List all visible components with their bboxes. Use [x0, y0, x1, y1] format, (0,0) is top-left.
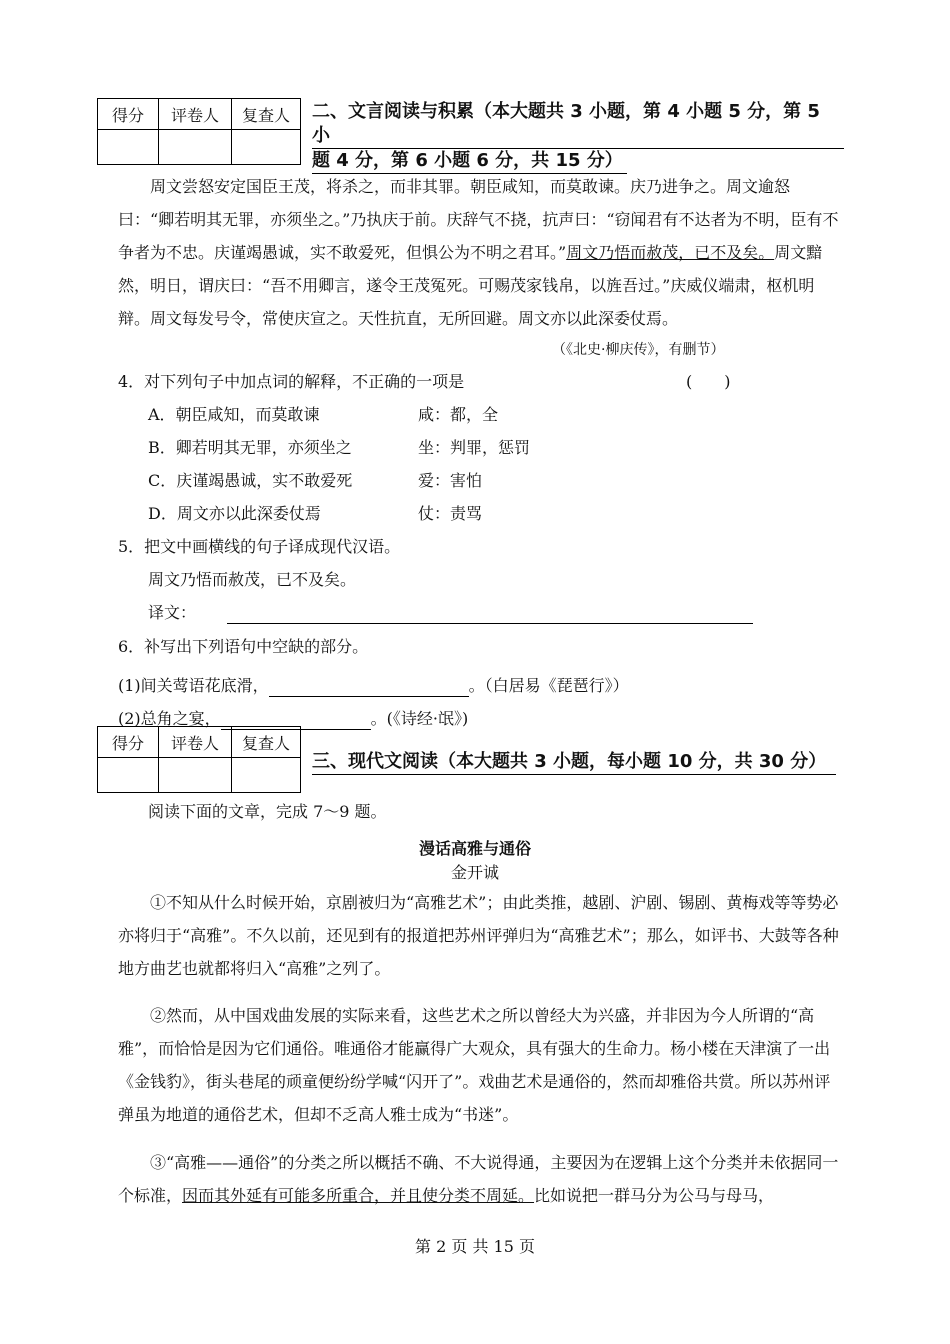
- option-b-meaning: 坐：判罪，惩罚: [418, 438, 531, 457]
- translation-label: 译文：: [148, 603, 197, 622]
- option-d-meaning: 仗：责骂: [418, 504, 483, 523]
- option-c-meaning: 爱：害怕: [418, 471, 483, 490]
- question-5-sentence: 周文乃悟而赦茂，已不及矣。: [148, 570, 357, 589]
- question-6: 6．补写出下列语句中空缺的部分。: [118, 637, 369, 656]
- answer-bracket[interactable]: ( ): [686, 372, 731, 391]
- grader-header: 评卷人: [159, 727, 232, 758]
- grader-header: 评卷人: [159, 99, 232, 130]
- score-box-section3: [97, 726, 301, 793]
- score-cell[interactable]: [98, 758, 159, 793]
- article-author: 金开诚: [450, 863, 499, 882]
- translation-row: [148, 602, 753, 624]
- reviewer-header: 复查人: [232, 99, 301, 130]
- article-paragraph-2: ②然而，从中国戏曲发展的实际来看，这些艺术之所以曾经大为兴盛，并非因为今人所谓的“高雅”，而恰恰是因为它们通俗。唯通俗才能赢得广大观众，具有强大的生命力。杨小楼在天津演了一出《金钱豹》，街头巷尾的顽童便纷纷学喊“闪开了”。戏曲艺术是通俗的，然而却雅俗共赏。所以苏州评弹虽为地道的通俗艺术，但却不乏高人雅士成为“书迷”。: [118, 1006, 831, 1124]
- underlined-phrase: 因而其外延有可能多所重合，并且使分类不周延。: [182, 1186, 535, 1205]
- option-c[interactable]: C．庆谨竭愚诚，实不敢爱死: [148, 471, 353, 490]
- article-title: 漫话高雅与通俗: [418, 839, 531, 858]
- article-paragraph-1: ①不知从什么时候开始，京剧被归为“高雅艺术”；由此类推，越剧、沪剧、锡剧、黄梅戏等等势必亦将归于“高雅”。不久以前，还见到有的报道把苏州评弹归为“高雅艺术”；那么，如评书、大鼓等各种地方曲艺也就都将归入“高雅”之列了。: [118, 893, 839, 978]
- reviewer-cell[interactable]: [232, 758, 301, 793]
- question-5: 5．把文中画横线的句子译成现代汉语。: [118, 537, 401, 556]
- score-header: 得分: [98, 727, 159, 758]
- q6-item-1: (1)间关莺语花底滑， 。（白居易《琵琶行》）: [118, 676, 629, 695]
- q6-blank-1[interactable]: [269, 678, 469, 697]
- reviewer-cell[interactable]: [232, 130, 301, 165]
- score-cell[interactable]: [98, 130, 159, 165]
- option-a[interactable]: A．朝臣咸知，而莫敢谏: [148, 405, 320, 424]
- option-a-meaning: 咸：都，全: [418, 405, 499, 424]
- grader-cell[interactable]: [159, 758, 232, 793]
- page-footer: 第 2 页 共 15 页: [415, 1237, 535, 1256]
- section3-title: 三、现代文阅读（本大题共 3 小题，每小题 10 分，共 30 分）: [312, 750, 836, 775]
- reviewer-header: 复查人: [232, 727, 301, 758]
- option-d[interactable]: D．周文亦以此深委仗焉: [148, 504, 321, 523]
- classical-passage: 周文尝怒安定国臣王茂，将杀之，而非其罪。朝臣咸知，而莫敢谏。庆乃进争之。周文逾怒曰：“卿若明其无罪，亦须坐之。”乃执庆于前。庆辞气不挠，抗声曰：“窃闻君有不达者为不明，臣有不争者为不忠。庆谨竭愚诚，实不敢爱死，但惧公为不明之君耳。”周文乃悟而赦茂，已不及矣。周文黯然，明日，谓庆曰：“吾不用卿言，遂令王茂冤死。可赐茂家钱帛，以旌吾过。”庆威仪端肃，枢机明辩。周文每发号令，常使庆宣之。天性抗直，无所回避。周文亦以此深委仗焉。: [118, 177, 839, 328]
- q6-item-2: (2)总角之宴， 。(《诗经·氓》): [118, 709, 469, 728]
- score-header: 得分: [98, 99, 159, 130]
- reading-intro: 阅读下面的文章，完成 7～9 题。: [148, 802, 387, 821]
- translation-blank[interactable]: [227, 605, 753, 624]
- section2-title: 二、文言阅读与积累（本大题共 3 小题，第 4 小题 5 分，第 5 小 题 4 分，第 6 小题 6 分，共 15 分）: [312, 100, 844, 174]
- grader-cell[interactable]: [159, 130, 232, 165]
- option-b[interactable]: B．卿若明其无罪，亦须坐之: [148, 438, 352, 457]
- passage-source: （《北史·柳庆传》，有删节）: [552, 342, 725, 358]
- score-box-section2: [97, 98, 301, 165]
- underlined-sentence: 周文乃悟而赦茂，已不及矣。: [566, 243, 775, 262]
- question-4: 4．对下列句子中加点词的解释，不正确的一项是: [118, 372, 465, 391]
- article-paragraph-3: ③“高雅——通俗”的分类之所以概括不确、不大说得通，主要因为在逻辑上这个分类并未依据同一个标准，因而其外延有可能多所重合，并且使分类不周延。比如说把一群马分为公马与母马，: [118, 1153, 839, 1205]
